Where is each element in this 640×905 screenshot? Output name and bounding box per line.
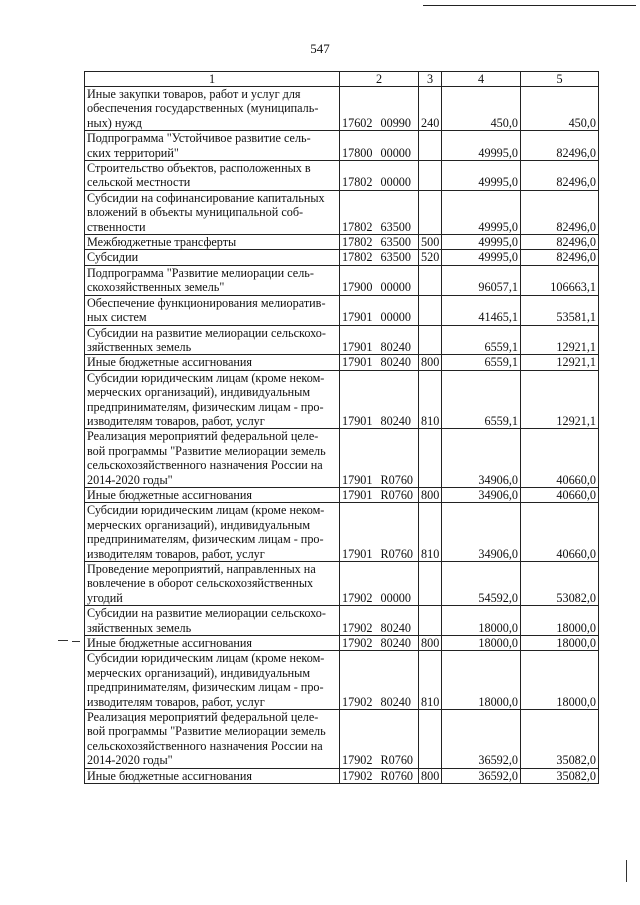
row-year1-cell: 36592,0	[442, 710, 521, 769]
table-row	[85, 636, 599, 651]
table-row	[85, 131, 599, 161]
row-name-cell: Субсидии юридическим лицам (кроме неком- мерческих организаций), индивидуальным предпринимателям, физическим лицам - про- изводителям товаров, работ, услуг	[85, 651, 340, 710]
row-year1-cell: 34906,0	[442, 487, 521, 502]
row-code-cell: 17901 R0760	[340, 503, 419, 562]
row-year1-cell: 49995,0	[442, 190, 521, 234]
scan-mark	[626, 860, 627, 882]
row-code-cell: 17902 80240	[340, 606, 419, 636]
table-row	[85, 190, 599, 234]
row-year1-cell: 450,0	[442, 87, 521, 131]
row-name-cell: Субсидии	[85, 250, 340, 265]
row-type-cell: 800	[419, 355, 442, 370]
row-name-cell: Реализация мероприятий федеральной целе- вой программы "Развитие мелиорации земель сельскохозяйственного назначения России на 2014-2020 годы"	[85, 429, 340, 488]
row-year1-cell: 34906,0	[442, 503, 521, 562]
row-type-cell	[419, 562, 442, 606]
row-year1-cell: 6559,1	[442, 355, 521, 370]
budget-table	[84, 71, 599, 784]
row-name-cell: Иные бюджетные ассигнования	[85, 636, 340, 651]
row-year2-cell: 450,0	[521, 87, 599, 131]
row-name-cell: Строительство объектов, расположенных в сельской местности	[85, 161, 340, 191]
row-year1-cell: 49995,0	[442, 161, 521, 191]
row-year1-cell: 18000,0	[442, 636, 521, 651]
table-row	[85, 768, 599, 783]
page-number: 547	[310, 41, 330, 56]
table-row	[85, 87, 599, 131]
row-name-cell: Реализация мероприятий федеральной целе- вой программы "Развитие мелиорации земель сельскохозяйственного назначения России на 2014-2020 годы"	[85, 710, 340, 769]
row-year2-cell: 53581,1	[521, 295, 599, 325]
row-name-cell: Иные закупки товаров, работ и услуг для обеспечения государственных (муниципаль- ных) нужд	[85, 87, 340, 131]
top-rule	[423, 5, 636, 6]
table-row	[85, 562, 599, 606]
row-name-cell: Подпрограмма "Устойчивое развитие сель- ских территорий"	[85, 131, 340, 161]
row-name-cell: Обеспечение функционирования мелиоратив- ных систем	[85, 295, 340, 325]
table-row	[85, 250, 599, 265]
table-row	[85, 606, 599, 636]
row-year2-cell: 82496,0	[521, 235, 599, 250]
table-row	[85, 651, 599, 710]
row-year1-cell: 49995,0	[442, 235, 521, 250]
row-year2-cell: 12921,1	[521, 325, 599, 355]
row-type-cell: 800	[419, 768, 442, 783]
row-type-cell	[419, 295, 442, 325]
row-year2-cell: 35082,0	[521, 768, 599, 783]
row-code-cell: 17902 R0760	[340, 768, 419, 783]
row-code-cell: 17802 63500	[340, 190, 419, 234]
row-name-cell: Субсидии на развитие мелиорации сельскохо- зяйственных земель	[85, 325, 340, 355]
row-name-cell: Межбюджетные трансферты	[85, 235, 340, 250]
row-type-cell: 240	[419, 87, 442, 131]
row-year2-cell: 82496,0	[521, 250, 599, 265]
table-row	[85, 429, 599, 488]
column-header: 2	[340, 72, 419, 87]
row-year1-cell: 49995,0	[442, 131, 521, 161]
row-code-cell: 17902 00000	[340, 562, 419, 606]
row-year2-cell: 106663,1	[521, 265, 599, 295]
row-code-cell: 17901 R0760	[340, 429, 419, 488]
row-year1-cell: 34906,0	[442, 429, 521, 488]
row-code-cell: 17802 00000	[340, 161, 419, 191]
table-row	[85, 235, 599, 250]
row-type-cell: 810	[419, 503, 442, 562]
scan-mark	[58, 640, 68, 641]
row-name-cell: Проведение мероприятий, направленных на вовлечение в оборот сельскохозяйственных угодий	[85, 562, 340, 606]
row-year1-cell: 18000,0	[442, 606, 521, 636]
row-type-cell: 810	[419, 651, 442, 710]
row-code-cell: 17800 00000	[340, 131, 419, 161]
column-header: 3	[419, 72, 442, 87]
row-code-cell: 17900 00000	[340, 265, 419, 295]
row-year2-cell: 35082,0	[521, 710, 599, 769]
row-code-cell: 17901 80240	[340, 370, 419, 429]
row-code-cell: 17901 80240	[340, 355, 419, 370]
row-year2-cell: 12921,1	[521, 355, 599, 370]
row-year1-cell: 36592,0	[442, 768, 521, 783]
row-type-cell	[419, 265, 442, 295]
row-year1-cell: 41465,1	[442, 295, 521, 325]
table-row	[85, 370, 599, 429]
row-code-cell: 17901 00000	[340, 295, 419, 325]
row-type-cell: 800	[419, 487, 442, 502]
row-type-cell	[419, 190, 442, 234]
row-year2-cell: 18000,0	[521, 606, 599, 636]
row-code-cell: 17902 80240	[340, 636, 419, 651]
row-name-cell: Субсидии юридическим лицам (кроме неком- мерческих организаций), индивидуальным предпринимателям, физическим лицам - про- изводителям товаров, работ, услуг	[85, 503, 340, 562]
row-year1-cell: 96057,1	[442, 265, 521, 295]
row-year2-cell: 40660,0	[521, 429, 599, 488]
table-header-row	[85, 72, 599, 87]
table-row	[85, 710, 599, 769]
row-code-cell: 17901 R0760	[340, 487, 419, 502]
row-year2-cell: 40660,0	[521, 503, 599, 562]
row-year2-cell: 82496,0	[521, 131, 599, 161]
row-code-cell: 17602 00990	[340, 87, 419, 131]
row-name-cell: Иные бюджетные ассигнования	[85, 487, 340, 502]
row-type-cell	[419, 325, 442, 355]
table-row	[85, 325, 599, 355]
row-code-cell: 17802 63500	[340, 250, 419, 265]
row-year1-cell: 6559,1	[442, 370, 521, 429]
row-code-cell: 17901 80240	[340, 325, 419, 355]
table-row	[85, 355, 599, 370]
column-header: 5	[521, 72, 599, 87]
row-year2-cell: 12921,1	[521, 370, 599, 429]
row-year2-cell: 53082,0	[521, 562, 599, 606]
row-type-cell	[419, 131, 442, 161]
row-name-cell: Субсидии на софинансирование капитальных вложений в объекты муниципальной соб- ственности	[85, 190, 340, 234]
row-code-cell: 17902 R0760	[340, 710, 419, 769]
row-year1-cell: 6559,1	[442, 325, 521, 355]
row-name-cell: Иные бюджетные ассигнования	[85, 768, 340, 783]
row-type-cell	[419, 429, 442, 488]
row-name-cell: Субсидии юридическим лицам (кроме неком- мерческих организаций), индивидуальным предпринимателям, физическим лицам - про- изводителям товаров, работ, услуг	[85, 370, 340, 429]
row-type-cell: 800	[419, 636, 442, 651]
row-type-cell: 810	[419, 370, 442, 429]
row-name-cell: Подпрограмма "Развитие мелиорации сель- скохозяйственных земель"	[85, 265, 340, 295]
column-header: 4	[442, 72, 521, 87]
row-year1-cell: 54592,0	[442, 562, 521, 606]
row-type-cell	[419, 161, 442, 191]
row-year2-cell: 82496,0	[521, 190, 599, 234]
row-year1-cell: 18000,0	[442, 651, 521, 710]
row-year2-cell: 40660,0	[521, 487, 599, 502]
table-row	[85, 161, 599, 191]
row-code-cell: 17902 80240	[340, 651, 419, 710]
row-year2-cell: 82496,0	[521, 161, 599, 191]
scan-mark	[72, 641, 80, 642]
table-row	[85, 487, 599, 502]
table-row	[85, 503, 599, 562]
row-year2-cell: 18000,0	[521, 636, 599, 651]
row-year1-cell: 49995,0	[442, 250, 521, 265]
column-header: 1	[85, 72, 340, 87]
row-year2-cell: 18000,0	[521, 651, 599, 710]
row-type-cell	[419, 606, 442, 636]
row-code-cell: 17802 63500	[340, 235, 419, 250]
row-type-cell: 520	[419, 250, 442, 265]
row-name-cell: Иные бюджетные ассигнования	[85, 355, 340, 370]
table-row	[85, 265, 599, 295]
row-name-cell: Субсидии на развитие мелиорации сельскохо- зяйственных земель	[85, 606, 340, 636]
row-type-cell: 500	[419, 235, 442, 250]
row-type-cell	[419, 710, 442, 769]
table-row	[85, 295, 599, 325]
